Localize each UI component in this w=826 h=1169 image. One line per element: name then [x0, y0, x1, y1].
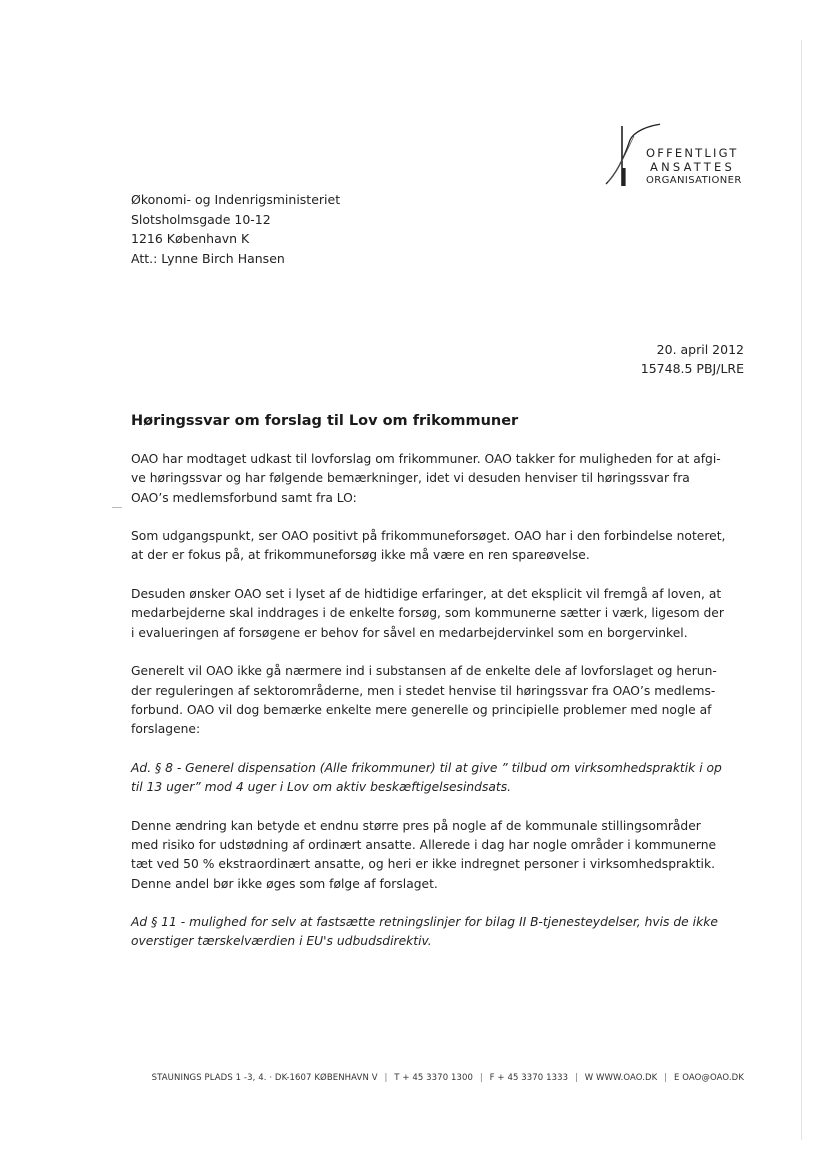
paragraph-line: Som udgangspunkt, ser OAO positivt på frikommuneforsøget. OAO har i den forbindelse noteret, — [131, 529, 726, 544]
paragraph-line: OAO’s medlemsforbund samt fra LO: — [131, 490, 357, 505]
paragraph-line: Desuden ønsker OAO set i lyset af de hidtidige erfaringer, at det eksplicit vil fremgå af loven, at — [131, 587, 722, 602]
paragraph-line: i evalueringen af forsøgene er behov for såvel en medarbejdervinkel som en borgervinkel. — [131, 625, 688, 640]
paragraph-line: Ad. § 8 - Generel dispensation (Alle frikommuner) til at give ” tilbud om virksomhedspraktik i op — [131, 760, 722, 775]
letterhead-footer — [150, 1073, 746, 1083]
paragraph-line: OAO har modtaget udkast til lovforslag om frikommuner. OAO takker for muligheden for at afgi- — [131, 452, 721, 466]
logo-line-2: ANSATTES — [650, 160, 735, 174]
footer-phone: T + 45 3370 1300 — [394, 1073, 474, 1083]
paragraph-line: til 13 uger” mod 4 uger i Lov om aktiv beskæftigelsesindsats. — [131, 780, 512, 795]
logo-line-3: ORGANISATIONER — [646, 175, 742, 186]
paragraph — [131, 585, 724, 643]
date-reference-block — [641, 340, 744, 378]
italic-paragraph — [131, 913, 721, 952]
margin-mark — [112, 507, 122, 508]
paragraph — [131, 817, 721, 894]
oao-logo — [600, 122, 760, 192]
paragraph-line: forslagene: — [131, 722, 201, 737]
recipient-line: Att.: Lynne Birch Hansen — [131, 250, 285, 266]
footer-separator: | — [479, 1073, 483, 1083]
recipient-line: Slotsholmsgade 10-12 — [131, 211, 271, 227]
paragraph-line: medarbejderne skal inddrages i de enkelte forsøg, som kommunerne sætter i værk, ligesom der — [131, 606, 724, 621]
paragraph-line: Generelt vil OAO ikke gå nærmere ind i substansen af de enkelte dele af lovforslaget og herun- — [131, 664, 717, 679]
footer-address: STAUNINGS PLADS 1 -3, 4. · DK-1607 KØBENHAVN V — [151, 1073, 378, 1083]
paragraph-line: ve høringssvar og har følgende bemærkninger, idet vi desuden henviser til høringssvar fra — [131, 471, 690, 486]
paragraph-line: tæt ved 50 % ekstraordinært ansatte, og heri er ikke indregnet personer i virksomhedspraktik. — [131, 857, 715, 872]
letter-title: Høringssvar om forslag til Lov om frikommuner — [131, 413, 519, 429]
page-edge-line — [801, 40, 802, 1140]
paragraph-line: Denne andel bør ikke øges som følge af forslaget. — [131, 876, 438, 891]
letter-body — [131, 450, 726, 971]
footer-email: E OAO@OAO.DK — [673, 1073, 744, 1083]
paragraph-line: med risiko for udstødning af ordinært ansatte. Allerede i dag har nogle områder i kommunerne — [131, 837, 717, 852]
italic-paragraph — [131, 759, 721, 798]
logo-text — [646, 146, 742, 188]
paragraph — [131, 662, 721, 739]
recipient-line: Økonomi- og Indenrigsministeriet — [131, 192, 341, 207]
recipient-address — [131, 190, 340, 268]
paragraph — [131, 527, 726, 566]
footer-fax: F + 45 3370 1333 — [489, 1073, 569, 1083]
recipient-line: 1216 København K — [131, 231, 250, 246]
letter-date: 20. april 2012 — [656, 342, 744, 357]
logo-line-1: OFFENTLIGT — [646, 146, 739, 160]
footer-separator: | — [574, 1073, 578, 1083]
paragraph-line: forbund. OAO vil dog bemærke enkelte mere generelle og principielle problemer med nogle af — [131, 702, 712, 717]
footer-separator: | — [384, 1073, 388, 1083]
footer-separator: | — [664, 1073, 668, 1083]
footer-web: W WWW.OAO.DK — [584, 1073, 658, 1083]
paragraph-line: Ad § 11 - mulighed for selv at fastsætte retningslinjer for bilag II B-tjenesteydelser, hvis de ikke — [131, 915, 718, 930]
reference-number: 15748.5 PBJ/LRE — [640, 361, 744, 376]
paragraph-line: at der er fokus på, at frikommuneforsøg ikke må være en ren spareøvelse. — [131, 548, 590, 563]
paragraph — [131, 450, 721, 508]
paragraph-line: overstiger tærskelværdien i EU's udbudsdirektiv. — [131, 934, 432, 949]
paragraph-line: Denne ændring kan betyde et endnu større pres på nogle af de kommunale stillingsområder — [131, 818, 701, 833]
paragraph-line: der reguleringen af sektorområderne, men i stedet henvise til høringssvar fra OAO’s medlems- — [131, 683, 716, 698]
